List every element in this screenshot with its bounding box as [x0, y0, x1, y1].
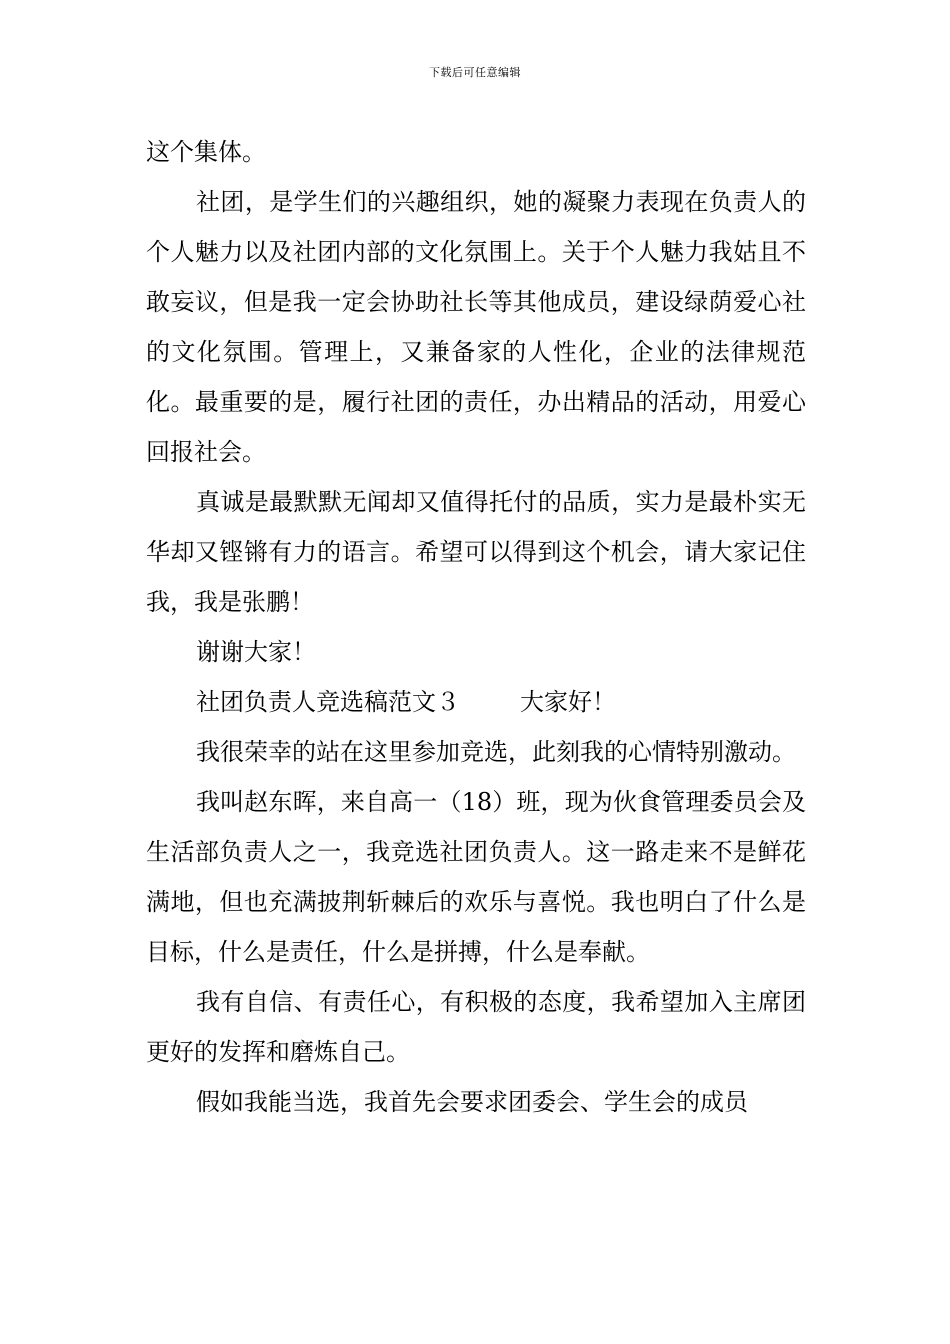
- paragraph-2: 社团，是学生们的兴趣组织，她的凝聚力表现在负责人的个人魅力以及社团内部的文化氛围上。关于个人魅力我姑且不敢妄议，但是我一定会协助社长等其他成员，建设绿荫爱心社的文化氛围。管理上，又兼备家的人性化，企业的法律规范化。最重要的是，履行社团的责任，办出精品的活动，用爱心回报社会。: [146, 188, 806, 466]
- paragraph-6: 我叫赵东晖，来自高一（18）班，现为伙食管理委员会及生活部负责人之一，我竞选社团负责人。这一路走来不是鲜花满地，但也充满披荆斩棘后的欢乐与喜悦。我也明白了什么是目标，什么是责任，什么是拼搏，什么是奉献。: [146, 788, 806, 966]
- document-body: [146, 127, 806, 1127]
- paragraph-1: 这个集体。: [146, 138, 266, 166]
- page-header-note: 下载后可任意编辑: [429, 66, 521, 79]
- section-greeting: 大家好！: [520, 688, 616, 716]
- section-title: 社团负责人竞选稿范文３: [196, 688, 460, 716]
- paragraph-7: 我有自信、有责任心，有积极的态度，我希望加入主席团更好的发挥和磨炼自己。: [146, 988, 806, 1066]
- paragraph-4: 谢谢大家！: [196, 638, 316, 666]
- paragraph-5: 我很荣幸的站在这里参加竞选，此刻我的心情特别激动。: [196, 738, 796, 766]
- section-heading: [146, 677, 806, 727]
- paragraph-8: 假如我能当选，我首先会要求团委会、学生会的成员: [196, 1088, 748, 1116]
- paragraph-3: 真诚是最默默无闻却又值得托付的品质，实力是最朴实无华却又铿锵有力的语言。希望可以得到这个机会，请大家记住我，我是张鹏！: [146, 488, 806, 616]
